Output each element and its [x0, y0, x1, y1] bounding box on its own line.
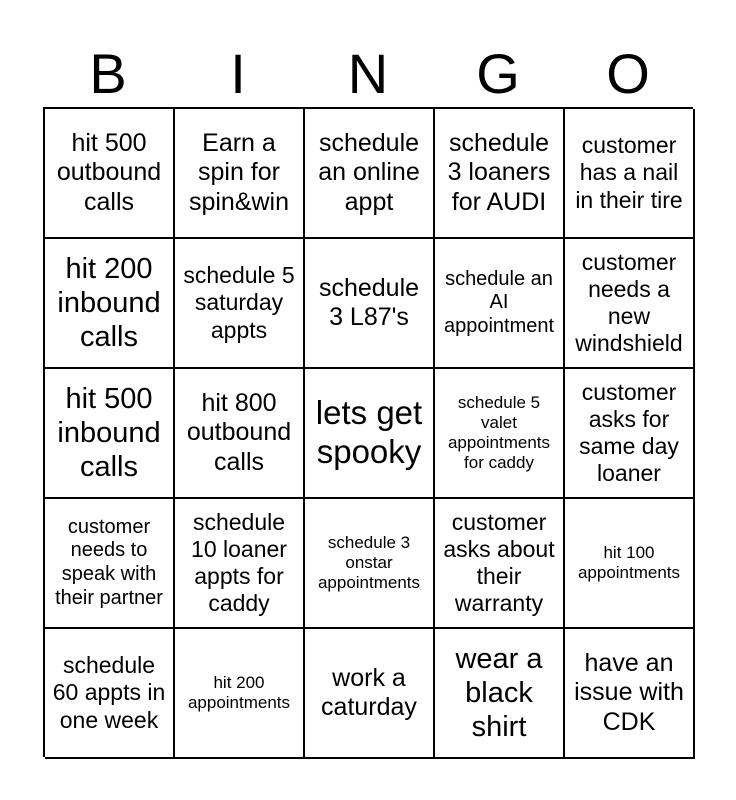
bingo-cell[interactable]: schedule 3 loaners for AUDI	[435, 109, 565, 239]
bingo-cell[interactable]: schedule 3 L87's	[305, 239, 435, 369]
bingo-cell[interactable]: hit 100 appointments	[565, 499, 695, 629]
bingo-cell[interactable]: hit 200 inbound calls	[45, 239, 175, 369]
bingo-cell[interactable]: Earn a spin for spin&win	[175, 109, 305, 239]
header-letter-i: I	[230, 42, 246, 105]
header-letter-b: B	[89, 42, 127, 105]
bingo-cell[interactable]: schedule an AI appointment	[435, 239, 565, 369]
bingo-cell[interactable]: schedule an online appt	[305, 109, 435, 239]
bingo-cell[interactable]: lets get spooky	[305, 369, 435, 499]
bingo-cell[interactable]: customer has a nail in their tire	[565, 109, 695, 239]
bingo-board	[43, 107, 693, 757]
header-letter-n: N	[347, 42, 389, 105]
bingo-cell[interactable]: customer asks for same day loaner	[565, 369, 695, 499]
bingo-header	[43, 42, 693, 106]
bingo-cell[interactable]: schedule 3 onstar appointments	[305, 499, 435, 629]
bingo-cell[interactable]: wear a black shirt	[435, 629, 565, 759]
bingo-cell[interactable]: hit 800 outbound calls	[175, 369, 305, 499]
bingo-cell[interactable]: hit 500 outbound calls	[45, 109, 175, 239]
bingo-cell[interactable]: work a caturday	[305, 629, 435, 759]
bingo-cell[interactable]: have an issue with CDK	[565, 629, 695, 759]
bingo-cell[interactable]: schedule 5 valet appointments for caddy	[435, 369, 565, 499]
bingo-cell[interactable]: hit 200 appointments	[175, 629, 305, 759]
bingo-cell[interactable]: customer asks about their warranty	[435, 499, 565, 629]
bingo-cell[interactable]: schedule 10 loaner appts for caddy	[175, 499, 305, 629]
bingo-cell[interactable]: schedule 5 saturday appts	[175, 239, 305, 369]
bingo-cell[interactable]: hit 500 inbound calls	[45, 369, 175, 499]
bingo-cell[interactable]: customer needs to speak with their partner	[45, 499, 175, 629]
header-letter-o: O	[606, 42, 650, 105]
bingo-cell[interactable]: customer needs a new windshield	[565, 239, 695, 369]
bingo-cell[interactable]: schedule 60 appts in one week	[45, 629, 175, 759]
header-letter-g: G	[476, 42, 520, 105]
